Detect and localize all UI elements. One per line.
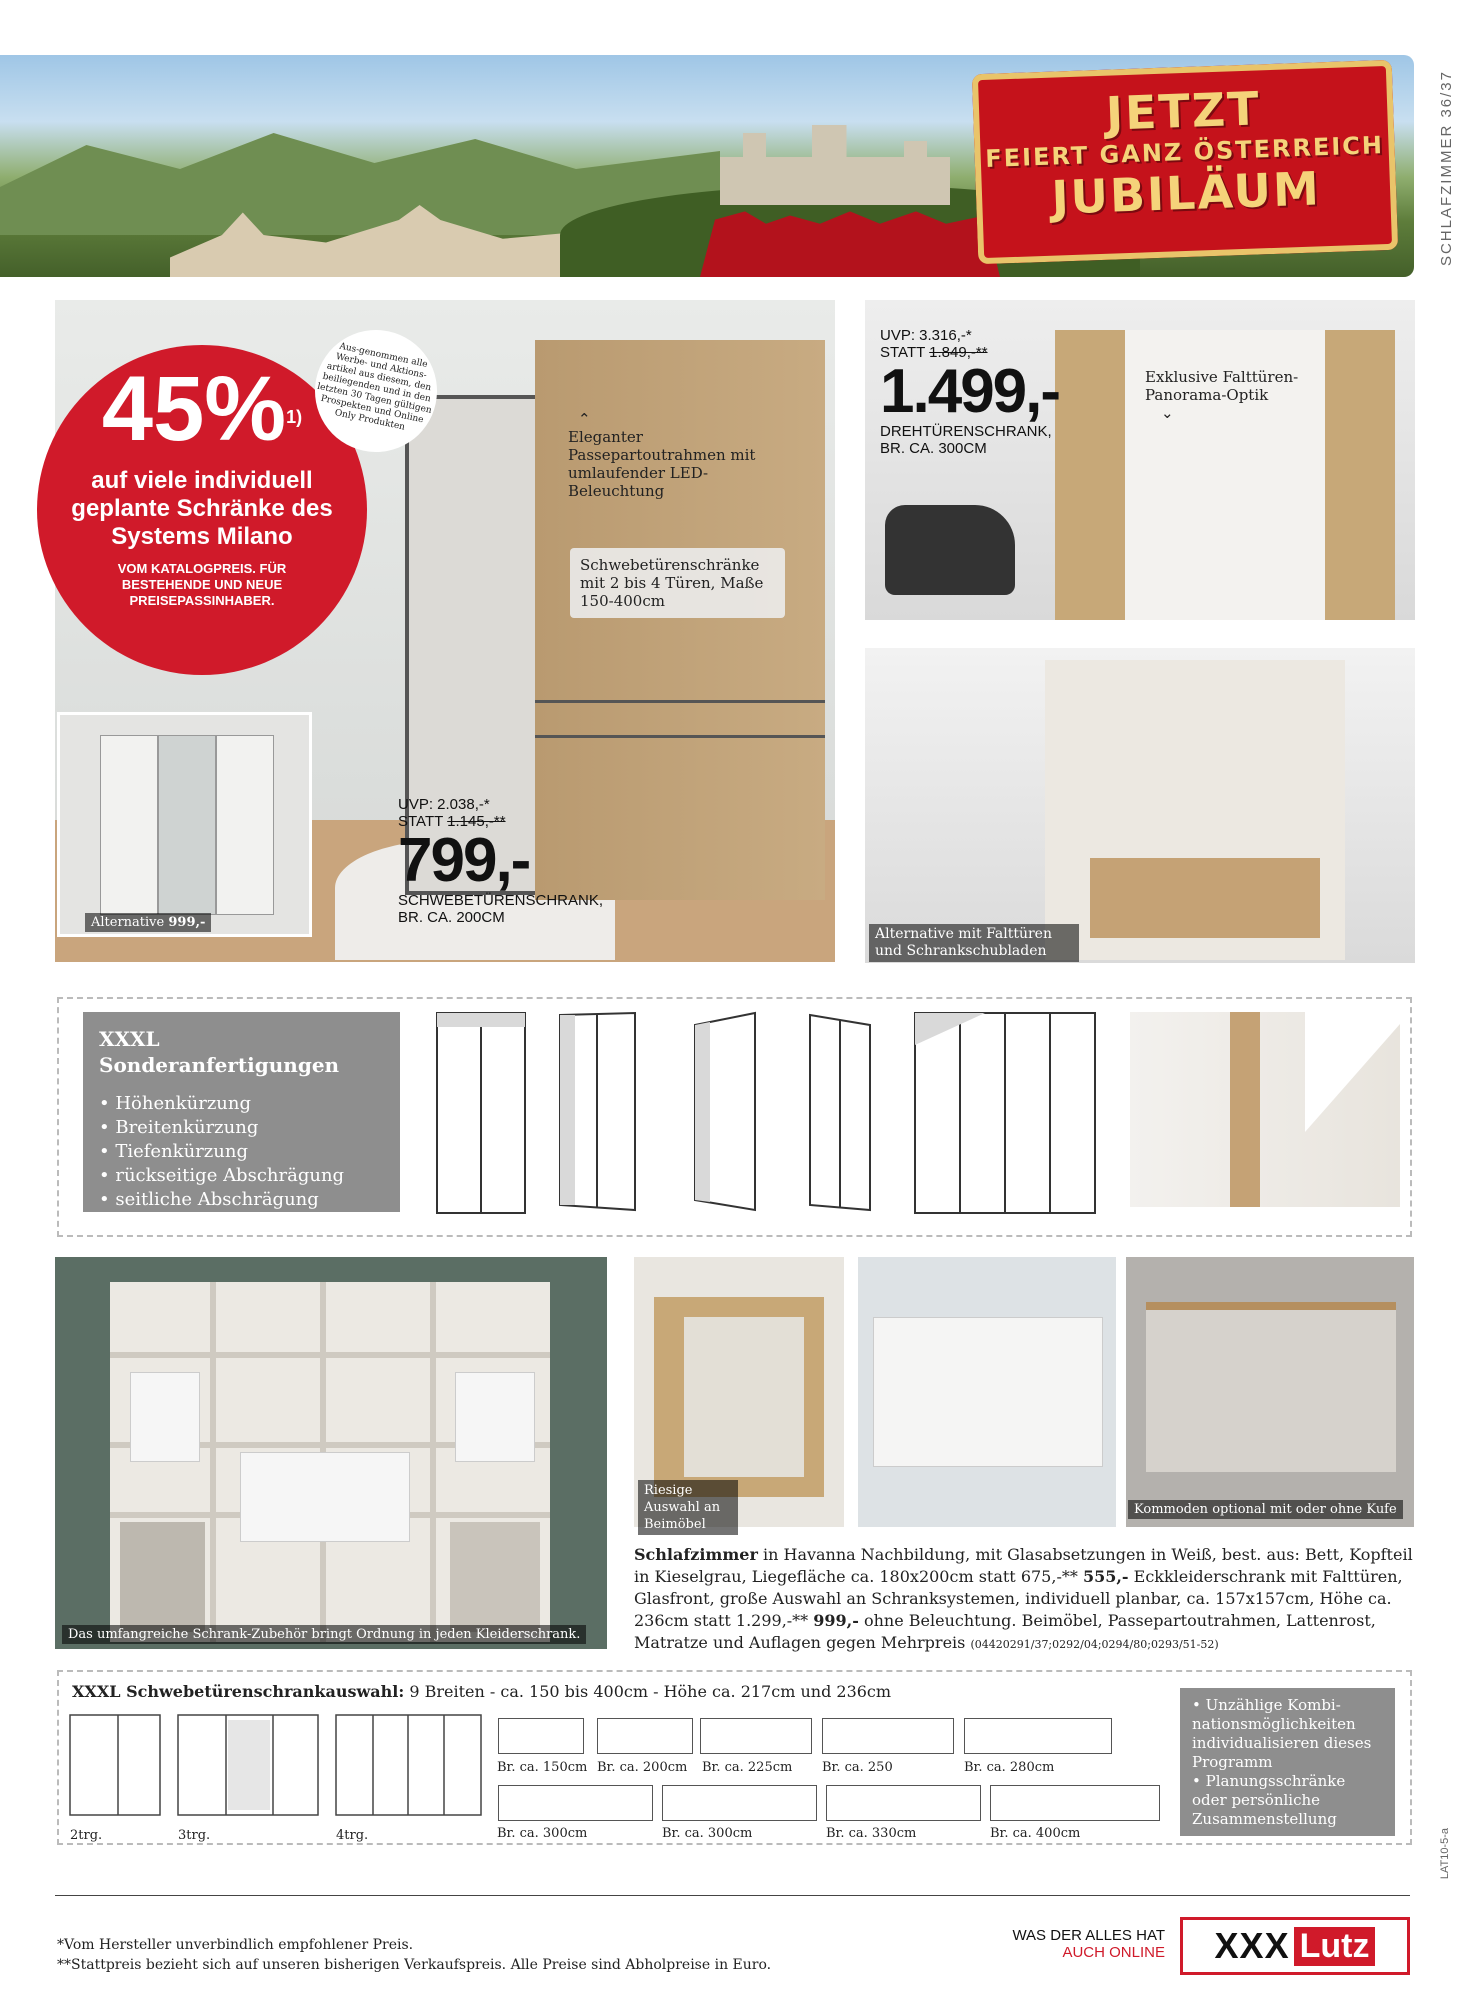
kommoden-caption: Kommoden optional mit oder ohne Kufe xyxy=(1128,1500,1403,1519)
footnote-statt: **Stattpreis bezieht sich auf unseren bisherigen Verkaufspreis. Alle Preise sind Abholpreise in Euro. xyxy=(57,1957,772,1973)
type-3trg: 3trg. xyxy=(178,1828,211,1843)
footer-divider xyxy=(55,1895,1410,1896)
sonder-item: • Höhenkürzung xyxy=(99,1093,252,1114)
type-4trg: 4trg. xyxy=(336,1828,369,1843)
main-price-block: UVP: 2.038,-* STATT 1.145,-** 799,- SCHWEBETÜRENSCHRANK, BR. CA. 200CM xyxy=(398,796,604,926)
xxxlutz-logo[interactable]: XXX Lutz xyxy=(1180,1917,1410,1975)
width-225: Br. ca. 225cm xyxy=(702,1760,793,1775)
jubilaeum-badge: JETZT FEIERT GANZ ÖSTERREICH JUBILÄUM xyxy=(972,60,1398,265)
sonder-item: • rückseitige Abschrägung xyxy=(99,1165,345,1186)
main-price: 799,- xyxy=(398,826,530,895)
promo-headline: auf viele individuell geplante Schränke des Systems Milano xyxy=(71,467,333,550)
section-label: SCHLAFZIMMER 36/37 xyxy=(1438,70,1455,267)
callout-panorama: Exklusive Falttüren-Panorama-Optik ⌄ xyxy=(1145,368,1299,422)
alternative-inset xyxy=(57,712,312,937)
width-250: Br. ca. 250 xyxy=(822,1760,893,1775)
promo-subline: VOM KATALOGPREIS. FÜR BESTEHENDE UND NEUE PREISEPASSINHABER. xyxy=(117,561,287,608)
wardrobe-type-drawings xyxy=(68,1710,488,1825)
alternative-label: Alternative 999,- xyxy=(85,913,211,932)
callout-frame: ⌃ Eleganter Passepartoutrahmen mit umlaufender LED-Beleuchtung xyxy=(568,410,756,500)
footer-slogan: WAS DER ALLES HAT AUCH ONLINE xyxy=(1012,1927,1165,1961)
header-banner xyxy=(0,55,1414,277)
width-150: Br. ca. 150cm xyxy=(497,1760,588,1775)
width-200: Br. ca. 200cm xyxy=(597,1760,688,1775)
product-description: Schlafzimmer in Havanna Nachbildung, mit Glasabsetzungen in Weiß, best. aus: Bett, Kopfteil in Kieselgrau, Liegefläche ca. 180x200cm statt 675,-** 555,- Eckkleiderschrank mit Falttüren, Glasfront, große Auswahl an Schranksystemen, individuell planbar, ca. 157x157cm, Höhe ca. 236cm statt 1.299,-** 999,- ohne Beleuchtung. Beimöbel, Passepartoutrahmen, Lattenrost, Matratze und Auflagen gegen Mehrpreis (04420291/37;0292/04;0294/80;0293/51-52) xyxy=(634,1545,1413,1652)
width-330: Br. ca. 330cm xyxy=(826,1826,917,1841)
sonder-item: • seitliche Abschrägung xyxy=(99,1189,319,1210)
footnote-uvp: *Vom Hersteller unverbindlich empfohlener Preis. xyxy=(57,1937,414,1953)
closet-caption: Das umfangreiche Schrank-Zubehör bringt Ordnung in jeden Kleiderschrank. xyxy=(62,1625,586,1644)
page-code: LAT10-5-a xyxy=(1439,1828,1451,1880)
sonder-item: • Tiefenkürzung xyxy=(99,1141,248,1162)
sonder-photo xyxy=(1130,1012,1400,1207)
second-price: 1.499,- xyxy=(880,357,1060,426)
schwebe-title: XXXL Schwebetürenschrankauswahl: 9 Breiten - ca. 150 bis 400cm - Höhe ca. 217cm und 236cm xyxy=(72,1682,892,1701)
info-bullet: • Unzählige Kombi-nationsmöglichkeiten individualisieren dieses Programm xyxy=(1192,1696,1372,1771)
width-300b: Br. ca. 300cm xyxy=(662,1826,753,1841)
schwebe-info-box xyxy=(1180,1688,1395,1836)
falttueren-caption: Alternative mit Falttüren und Schrankschubladen xyxy=(869,924,1079,962)
callout-doors: Schwebetürenschränke mit 2 bis 4 Türen, Maße 150-400cm xyxy=(570,548,785,618)
width-280: Br. ca. 280cm xyxy=(964,1760,1055,1775)
width-400: Br. ca. 400cm xyxy=(990,1826,1081,1841)
falttueren-photo xyxy=(865,648,1415,963)
second-price-block: UVP: 3.316,-* STATT 1.849,-** 1.499,- DREHTÜRENSCHRANK, BR. CA. 300CM xyxy=(880,327,1060,457)
sonder-box: XXXL Sonderanfertigungen • Höhenkürzung • Breitenkürzung • Tiefenkürzung • rückseitige Abschrägung • seitliche Abschrägung xyxy=(83,1012,400,1212)
type-2trg: 2trg. xyxy=(70,1828,103,1843)
exclusion-sticker: Aus-genommen alle Werbe- und Aktions-artikel aus diesem, den beiliegenden und in den letzten 30 Tagen gültigen Prospekten und Online Only Produkten xyxy=(304,319,449,464)
discount-badge: 45%$^{1)}$ auf viele individuell geplante Schränke des Systems Milano VOM KATALOGPREIS. FÜR BESTEHENDE UND NEUE PREISEPASSINHABER. xyxy=(37,345,367,675)
closet-interior-photo xyxy=(55,1257,607,1649)
sonder-item: • Breitenkürzung xyxy=(99,1117,259,1138)
sideboard-photo xyxy=(858,1257,1116,1527)
beimoebel-caption: Riesige Auswahl an Beimöbel xyxy=(638,1480,738,1535)
wardrobe-shape-illustrations xyxy=(425,1005,1115,1220)
info-bullet: • Planungsschränke oder persönliche Zusammenstellung xyxy=(1192,1772,1346,1828)
kommode-photo xyxy=(1126,1257,1414,1527)
width-300a: Br. ca. 300cm xyxy=(497,1826,588,1841)
